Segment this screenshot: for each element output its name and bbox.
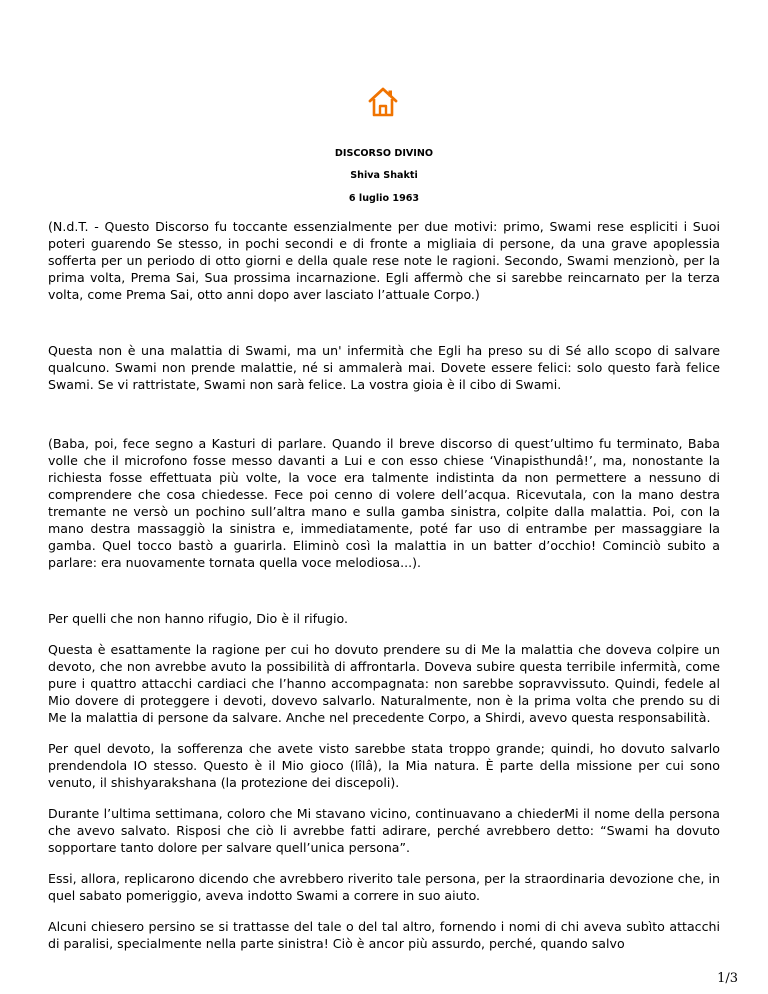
body-paragraph: Durante l’ultima settimana, coloro che Mi stavano vicino, continuavano a chiederMi il nome della persona che avevo salvato. Risposi che ciò li avrebbe fatti adirare, perché avrebbero detto: “Swami ha dovuto sopportare tanto dolore per salvare quell’unica persona”. (48, 806, 720, 855)
narrative-paragraph: (Baba, poi, fece segno a Kasturi di parlare. Quando il breve discorso di quest’ultimo fu terminato, Baba volle che il microfono fosse messo davanti a Lui e con esso chiese ‘Vinapisthundâ!’, ma, nonostante la richiesta fosse effettuata più volte, la voce era talmente indistinta da non permettere a nessuno di comprendere che cosa chiedesse. Fece poi cenno di volere dell’acqua. Ricevutala, con la mano destra tremante ne versò un pochino sull’altra mano e sulla gamba sinistra, colpite dalla malattia. Poi, con la mano destra massaggiò la sinistra e, immediatamente, poté far uso di entrambe per massaggiare la gamba. Quel tocco bastò a guarirla. Eliminò così la malattia in un batter d’occhio! Cominciò subito a parlare: era nuovamente tornata quella voce melodiosa...). (48, 436, 720, 570)
body-paragraph: Alcuni chiesero persino se si trattasse del tale o del tal altro, fornendo i nomi di chi aveva subìto attacchi di paralisi, specialmente nella parte sinistra! Ciò è ancor più assurdo, perché, quando salvo (48, 919, 720, 951)
body-paragraph: Per quel devoto, la sofferenza che avete visto sarebbe stata troppo grande; quindi, ho dovuto salvarlo prendendola IO stesso. Questo è il Mio gioco (lîlâ), la Mia natura. È parte della missione per cui sono venuto, il shishyarakshana (la protezione dei discepoli). (48, 741, 720, 790)
body-paragraph: Per quelli che non hanno rifugio, Dio è il rifugio. (48, 611, 349, 626)
page-number: 1/3 (717, 971, 738, 986)
discourse-date: 6 luglio 1963 (348, 193, 420, 204)
discourse-subtitle: Shiva Shakti (350, 170, 418, 181)
home-icon (367, 86, 399, 118)
discourse-heading: DISCORSO DIVINO (334, 148, 434, 159)
body-paragraph: Essi, allora, replicarono dicendo che avrebbero riverito tale persona, per la straordinaria devozione che, in quel sabato pomeriggio, aveva indotto Swami a correre in suo aiuto. (48, 871, 720, 903)
document-body (48, 205, 720, 952)
body-paragraph: Questa è esattamente la ragione per cui ho dovuto prendere su di Me la malattia che doveva colpire un devoto, che non avrebbe avuto la possibilità di affrontarla. Doveva subire questa terribile infermità, come pure i quattro attacchi cardiaci che l’hanno accompagnata: non sarebbe sopravvissuto. Quindi, fedele al Mio dovere di proteggere i devoti, dovevo salvarlo. Naturalmente, non è la prima volta che prendo su di Me la malattia di persone da salvare. Anche nel precedente Corpo, a Shirdi, avevo questa responsabilità. (48, 642, 720, 725)
home-link[interactable] (367, 86, 399, 118)
translator-note-paragraph: (N.d.T. - Questo Discorso fu toccante essenzialmente per due motivi: primo, Swami rese espliciti i Suoi poteri guarendo Se stesso, in pochi secondi e di fronte a migliaia di persone, da una grave apoplessia sofferta per un periodo di otto giorni e della quale rese note le ragioni. Secondo, Swami menzionò, per la prima volta, Prema Sai, Sua prossima incarnazione. Egli affermò che si sarebbe reincarnato per la terza volta, come Prema Sai, otto anni dopo aver lasciato l’attuale Corpo.) (48, 219, 720, 302)
body-paragraph: Questa non è una malattia di Swami, ma un' infermità che Egli ha preso su di Sé allo scopo di salvare qualcuno. Swami non prende malattie, né si ammalerà mai. Dovete essere felici: solo questo farà felice Swami. Se vi rattristate, Swami non sarà felice. La vostra gioia è il cibo di Swami. (48, 343, 720, 392)
